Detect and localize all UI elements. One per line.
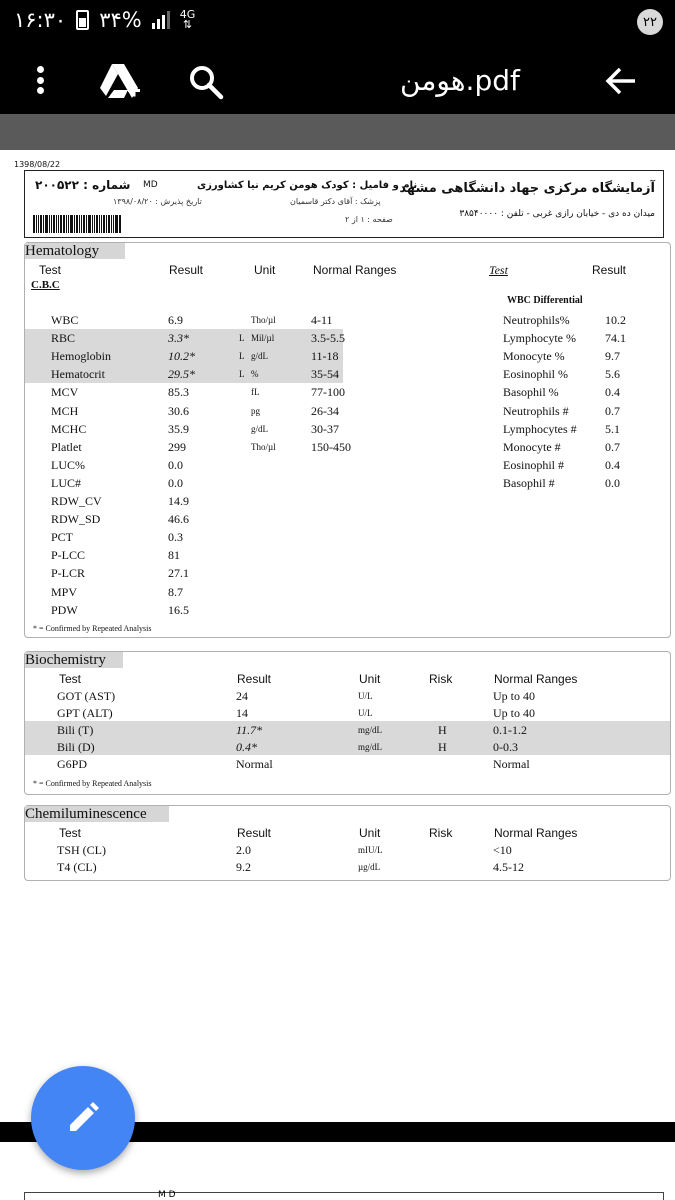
hema-test: Platlet — [51, 439, 82, 454]
col-ranges: Normal Ranges — [494, 672, 578, 686]
cl-test: TSH (CL) — [57, 843, 106, 857]
diff-result: 0.7 — [605, 403, 620, 418]
hematology-section — [24, 242, 671, 638]
chemiluminescence-section — [24, 805, 671, 881]
more-vert-icon[interactable] — [28, 62, 52, 98]
lab-address: میدان ده دی - خیابان رازی غربی - تلفن : ۳۸۵۴۰۰۰۰ — [459, 209, 655, 219]
hema-unit: % — [251, 369, 259, 380]
bio-unit: U/L — [358, 691, 373, 701]
col-test: Test — [39, 263, 62, 277]
confirmed-note: * = Confirmed by Repeated Analysis — [33, 779, 152, 788]
battery-icon — [76, 10, 89, 30]
admission-date: تاریخ پذیرش : ۱۳۹۸/۰۸/۲۰ — [113, 197, 202, 206]
barcode — [33, 215, 125, 233]
page-number: صفحه : ۱ از ۲ — [345, 215, 393, 224]
diff-test: Lymphocytes # — [503, 421, 577, 436]
bio-unit: U/L — [358, 708, 373, 718]
hema-flag: L — [239, 369, 245, 380]
diff-test: Monocyte # — [503, 439, 561, 454]
hema-result: 35.9 — [168, 421, 189, 436]
bio-result: 14 — [236, 706, 248, 720]
bio-range: Up to 40 — [493, 689, 535, 703]
diff-test: Neutrophils% — [503, 313, 570, 327]
hema-range: 3.5-5.5 — [311, 331, 345, 346]
hema-result: 29.5* — [168, 367, 195, 382]
hema-test: PDW — [51, 602, 78, 617]
print-date: 1398/08/22 — [14, 160, 61, 169]
diff-test: Eosinophil % — [503, 367, 568, 382]
cl-unit: mIU/L — [358, 845, 383, 855]
hema-range: 150-450 — [311, 439, 351, 454]
hema-unit: pg — [251, 405, 260, 416]
col-result: Result — [169, 263, 204, 277]
hema-test: Hemoglobin — [51, 349, 111, 364]
bio-result: 24 — [236, 689, 248, 703]
confirmed-note: * = Confirmed by Repeated Analysis — [33, 624, 152, 633]
hema-result: 81 — [168, 548, 180, 563]
hema-test: RBC — [51, 331, 76, 346]
status-bar — [0, 0, 675, 44]
cl-range: <10 — [493, 843, 512, 857]
next-page-fragment: M D — [158, 1190, 176, 1200]
hema-unit: Tho/µl — [251, 315, 276, 325]
hema-range: 26-34 — [311, 403, 339, 418]
hema-test: LUC# — [51, 475, 81, 490]
hema-result: 16.5 — [168, 602, 189, 617]
hema-result: 30.6 — [168, 403, 189, 418]
hema-result: 14.9 — [168, 494, 189, 508]
hema-flag: L — [239, 333, 245, 344]
hema-result: 85.3 — [168, 385, 189, 400]
network-type: 4G ⇅ — [179, 8, 196, 31]
diff-result: 5.1 — [605, 421, 620, 436]
col-ranges: Normal Ranges — [313, 263, 397, 277]
highlight-row — [25, 738, 670, 755]
diff-test: Monocyte % — [503, 349, 565, 364]
diff-test: Basophil # — [503, 475, 555, 490]
hema-unit: Tho/µl — [251, 441, 276, 452]
clock: ۱۶:۳۰ — [14, 8, 67, 32]
diff-result: 74.1 — [605, 331, 626, 346]
hema-result: 3.3* — [168, 331, 189, 346]
pdf-page[interactable] — [0, 150, 675, 1122]
hema-test: Hematocrit — [51, 367, 105, 382]
diff-test: Lymphocyte % — [503, 331, 576, 346]
patient-name: نام و فامیل : کودک هومن کریم نیا کشاورزی — [197, 180, 418, 191]
viewer-gutter — [0, 114, 675, 150]
bio-result: 0.4* — [236, 740, 257, 754]
patient-number: شماره : ۲۰۰۵۲۲ — [35, 178, 131, 192]
hema-test: MCV — [51, 385, 79, 400]
wbc-diff-title: WBC Differential — [507, 295, 583, 306]
bio-test: Bili (D) — [57, 740, 95, 754]
patient-md: MD — [143, 180, 158, 190]
hema-unit: g/dL — [251, 351, 268, 362]
doctor-name: پزشک : آقای دکتر قاسمیان — [290, 197, 381, 206]
cl-result: 9.2 — [236, 860, 251, 874]
hema-result: 0.0 — [168, 457, 183, 472]
hema-result: 6.9 — [168, 313, 183, 327]
bio-test: Bili (T) — [57, 723, 94, 737]
hema-range: 11-18 — [311, 349, 339, 364]
hema-test: P-LCC — [51, 548, 86, 563]
hema-result: 0.3 — [168, 530, 183, 545]
bio-range: 0.1-1.2 — [493, 723, 527, 737]
col-risk: Risk — [429, 826, 453, 840]
back-arrow-icon[interactable] — [604, 64, 638, 98]
bio-test: GPT (ALT) — [57, 706, 113, 720]
bio-result: Normal — [236, 757, 273, 771]
hema-result: 299 — [168, 439, 186, 454]
hema-test: LUC% — [51, 457, 85, 472]
edit-pencil-icon — [64, 1099, 102, 1137]
bio-range: Normal — [493, 757, 530, 771]
col-unit: Unit — [359, 826, 381, 840]
bio-range: Up to 40 — [493, 706, 535, 720]
hema-test: MCHC — [51, 421, 87, 436]
hema-test: PCT — [51, 530, 74, 545]
drive-add-icon[interactable] — [98, 62, 142, 102]
hema-test: WBC — [51, 313, 79, 327]
hema-range: 35-54 — [311, 367, 339, 382]
hema-test: RDW_SD — [51, 512, 101, 527]
app-bar — [0, 44, 675, 114]
col-result: Result — [237, 672, 272, 686]
search-icon[interactable] — [188, 64, 224, 100]
col-unit: Unit — [254, 263, 276, 277]
hema-result: 46.6 — [168, 512, 189, 527]
diff-result: 0.7 — [605, 439, 620, 454]
diff-result: 10.2 — [605, 313, 626, 327]
hema-test: MCH — [51, 403, 79, 418]
cl-test: T4 (CL) — [57, 860, 97, 874]
diff-result: 0.4 — [605, 457, 620, 472]
bio-range: 0-0.3 — [493, 740, 518, 754]
col-test: Test — [59, 672, 82, 686]
cl-result: 2.0 — [236, 843, 251, 857]
col-unit: Unit — [359, 672, 381, 686]
hema-test: MPV — [51, 584, 78, 599]
hema-unit: Mil/µl — [251, 333, 275, 344]
section-title: Biochemistry — [25, 652, 123, 668]
col-risk: Risk — [429, 672, 453, 686]
col-diff-test: Test — [489, 263, 508, 277]
hema-unit: fL — [251, 387, 260, 398]
bio-test: G6PD — [57, 757, 88, 771]
hema-result: 8.7 — [168, 584, 183, 599]
highlight-row — [25, 721, 670, 738]
hema-unit: g/dL — [251, 423, 268, 434]
diff-result: 9.7 — [605, 349, 620, 364]
diff-test: Basophil % — [503, 385, 559, 400]
lab-name: آزمایشگاه مرکزی جهاد دانشگاهی مشهد — [399, 181, 655, 196]
hema-range: 30-37 — [311, 421, 339, 436]
hema-result: 27.1 — [168, 566, 189, 581]
hema-test: RDW_CV — [51, 494, 102, 508]
bio-result: 11.7* — [236, 723, 263, 737]
bio-test: GOT (AST) — [57, 689, 116, 703]
bio-risk: H — [438, 740, 447, 754]
battery-level: ۳۴% — [99, 8, 142, 32]
report-header — [24, 170, 664, 238]
col-diff-result: Result — [592, 263, 627, 277]
section-title: Chemiluminescence — [25, 806, 169, 822]
bio-unit: mg/dL — [358, 742, 382, 752]
hema-flag: L — [239, 351, 245, 362]
section-title: Hematology — [25, 243, 125, 259]
hema-range: 77-100 — [311, 385, 345, 400]
hema-result: 10.2* — [168, 349, 195, 364]
cl-unit: µg/dL — [358, 862, 381, 872]
diff-test: Eosinophil # — [503, 457, 565, 472]
hema-result: 0.0 — [168, 475, 183, 490]
diff-result: 5.6 — [605, 367, 620, 382]
bio-unit: mg/dL — [358, 725, 382, 735]
col-test: Test — [59, 826, 82, 840]
hema-test: P-LCR — [51, 566, 86, 581]
bio-risk: H — [438, 723, 447, 737]
diff-result: 0.0 — [605, 475, 620, 490]
hema-range: 4-11 — [311, 313, 333, 327]
biochemistry-section — [24, 651, 671, 795]
document-title: هومن.pdf — [400, 64, 520, 97]
cl-range: 4.5-12 — [493, 860, 524, 874]
col-ranges: Normal Ranges — [494, 826, 578, 840]
col-result: Result — [237, 826, 272, 840]
diff-result: 0.4 — [605, 385, 620, 400]
diff-test: Neutrophils # — [503, 403, 569, 418]
signal-icon — [152, 11, 170, 29]
cbc-subtitle: C.B.C — [31, 279, 60, 291]
next-page-header-frame — [24, 1192, 664, 1200]
notification-badge[interactable]: ۲۲ — [637, 9, 663, 35]
edit-fab-button[interactable] — [31, 1066, 135, 1170]
